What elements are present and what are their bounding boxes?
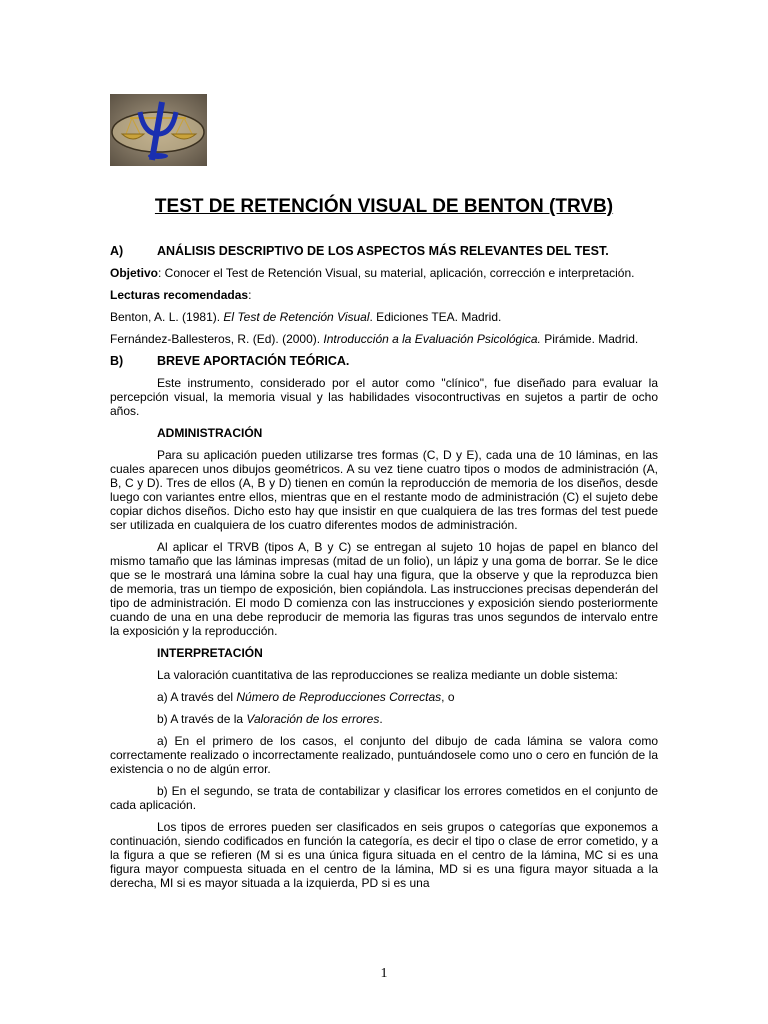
- section-a-heading: [110, 244, 658, 258]
- lecturas-heading: [110, 288, 658, 302]
- item-b-suffix: .: [379, 712, 383, 726]
- document-body: [110, 244, 658, 898]
- objetivo-text: : Conocer el Test de Retención Visual, su material, aplicación, corrección e interpretación.: [158, 266, 635, 280]
- section-a-title: ANÁLISIS DESCRIPTIVO DE LOS ASPECTOS MÁS RELEVANTES DEL TEST.: [157, 244, 609, 258]
- objetivo-paragraph: [110, 266, 658, 280]
- item-b-prefix: b) A través de la: [157, 712, 247, 726]
- document-title: TEST DE RETENCIÓN VISUAL DE BENTON (TRVB): [154, 196, 614, 217]
- administracion-paragraph-2: Al aplicar el TRVB (tipos A, B y C) se entregan al sujeto 10 hojas de papel en blanco del mismo tamaño que las láminas impresas (mitad de un folio), un lápiz y una goma de borrar. Se le dice que se le mostrará una lámina sobre la cual hay una figura, que la observe y que la reproduzca bien de memoria, tras un tiempo de exposición, bien copiándola. Las instrucciones precisas dependerán del tipo de administración. El modo D comienza con las instrucciones y exposición siendo posteriormente cuando de una en una debe reproducir de memoria las figuras tras unos segundos de intervalo entre la exposición y la reproducción.: [110, 540, 658, 638]
- item-a-suffix: , o: [441, 690, 455, 704]
- reference-2: [110, 332, 658, 346]
- item-b-emphasis: Valoración de los errores: [246, 712, 380, 726]
- item-a-emphasis: Número de Reproducciones Correctas: [236, 690, 442, 704]
- section-a-letter: A): [110, 244, 124, 258]
- interpretacion-paragraph-4: Los tipos de errores pueden ser clasificados en seis grupos o categorías que exponemos a continuación, siendo codificados en función la categoría, es decir el tipo o clase de error cometido, y a la figura a que se refieren (M si es una única figura situada en el centro de la lámina, MC si es una figura mayor compuesta situada en el centro de la lámina, MD si es una figura mayor situada a la derecha, MI si es mayor situada a la izquierda, PD si es una: [110, 820, 658, 890]
- interpretacion-heading: INTERPRETACIÓN: [157, 646, 263, 660]
- interpretacion-paragraph-2: a) En el primero de los casos, el conjunto del dibujo de cada lámina se valora como correctamente realizado o incorrectamente realizado, puntuándosele como uno o cero en función de la existencia o no de algún error.: [110, 734, 658, 776]
- ref2-authors: Fernández-Ballesteros, R. (Ed). (2000).: [110, 332, 324, 346]
- page-number: 1: [380, 966, 388, 981]
- lecturas-label: Lecturas recomendadas: [110, 288, 249, 302]
- ref2-title: Introducción a la Evaluación Psicológica.: [323, 332, 541, 346]
- section-b-title: BREVE APORTACIÓN TEÓRICA.: [157, 354, 350, 368]
- section-b-letter: B): [110, 354, 124, 368]
- section-b-heading: [110, 354, 658, 368]
- section-b-intro: Este instrumento, considerado por el autor como "clínico", fue diseñado para evaluar la percepción visual, la memoria visual y las habilidades visocontructivas en sujetos a partir de ocho años.: [110, 376, 658, 418]
- psychology-logo: [110, 94, 207, 166]
- ref2-publisher: Pirámide. Madrid.: [540, 332, 639, 346]
- interpretacion-paragraph-1: La valoración cuantitativa de las reproducciones se realiza mediante un doble sistema:: [157, 668, 618, 682]
- ref1-title: El Test de Retención Visual: [223, 310, 370, 324]
- interpretacion-item-b: [110, 712, 658, 726]
- lecturas-colon: :: [248, 288, 252, 302]
- objetivo-label: Objetivo: [110, 266, 159, 280]
- interpretacion-item-a: [110, 690, 658, 704]
- ref1-publisher: . Ediciones TEA. Madrid.: [369, 310, 502, 324]
- administracion-paragraph-1: Para su aplicación pueden utilizarse tres formas (C, D y E), cada una de 10 láminas, en las cuales aparecen unos dibujos geométricos. A su vez tiene cuatro tipos o modos de administración (A, B, C y D). Tres de ellos (A, B y D) tienen en común la reproducción de memoria de los diseños, desde luego con variantes entre ellos, mientras que en el restante modo de administración (C) el sujeto debe copiar dichos diseños. Dicho esto hay que insistir en que cualquiera de las tres formas del test puede ser utilizada en cualquiera de los cuatro diferentes modos de administración.: [110, 448, 658, 532]
- ref1-authors: Benton, A. L. (1981).: [110, 310, 224, 324]
- interpretacion-paragraph-3: b) En el segundo, se trata de contabilizar y clasificar los errores cometidos en el conjunto de cada aplicación.: [110, 784, 658, 812]
- administracion-heading: ADMINISTRACIÓN: [157, 426, 263, 440]
- item-a-prefix: a) A través del: [157, 690, 237, 704]
- reference-1: [110, 310, 658, 324]
